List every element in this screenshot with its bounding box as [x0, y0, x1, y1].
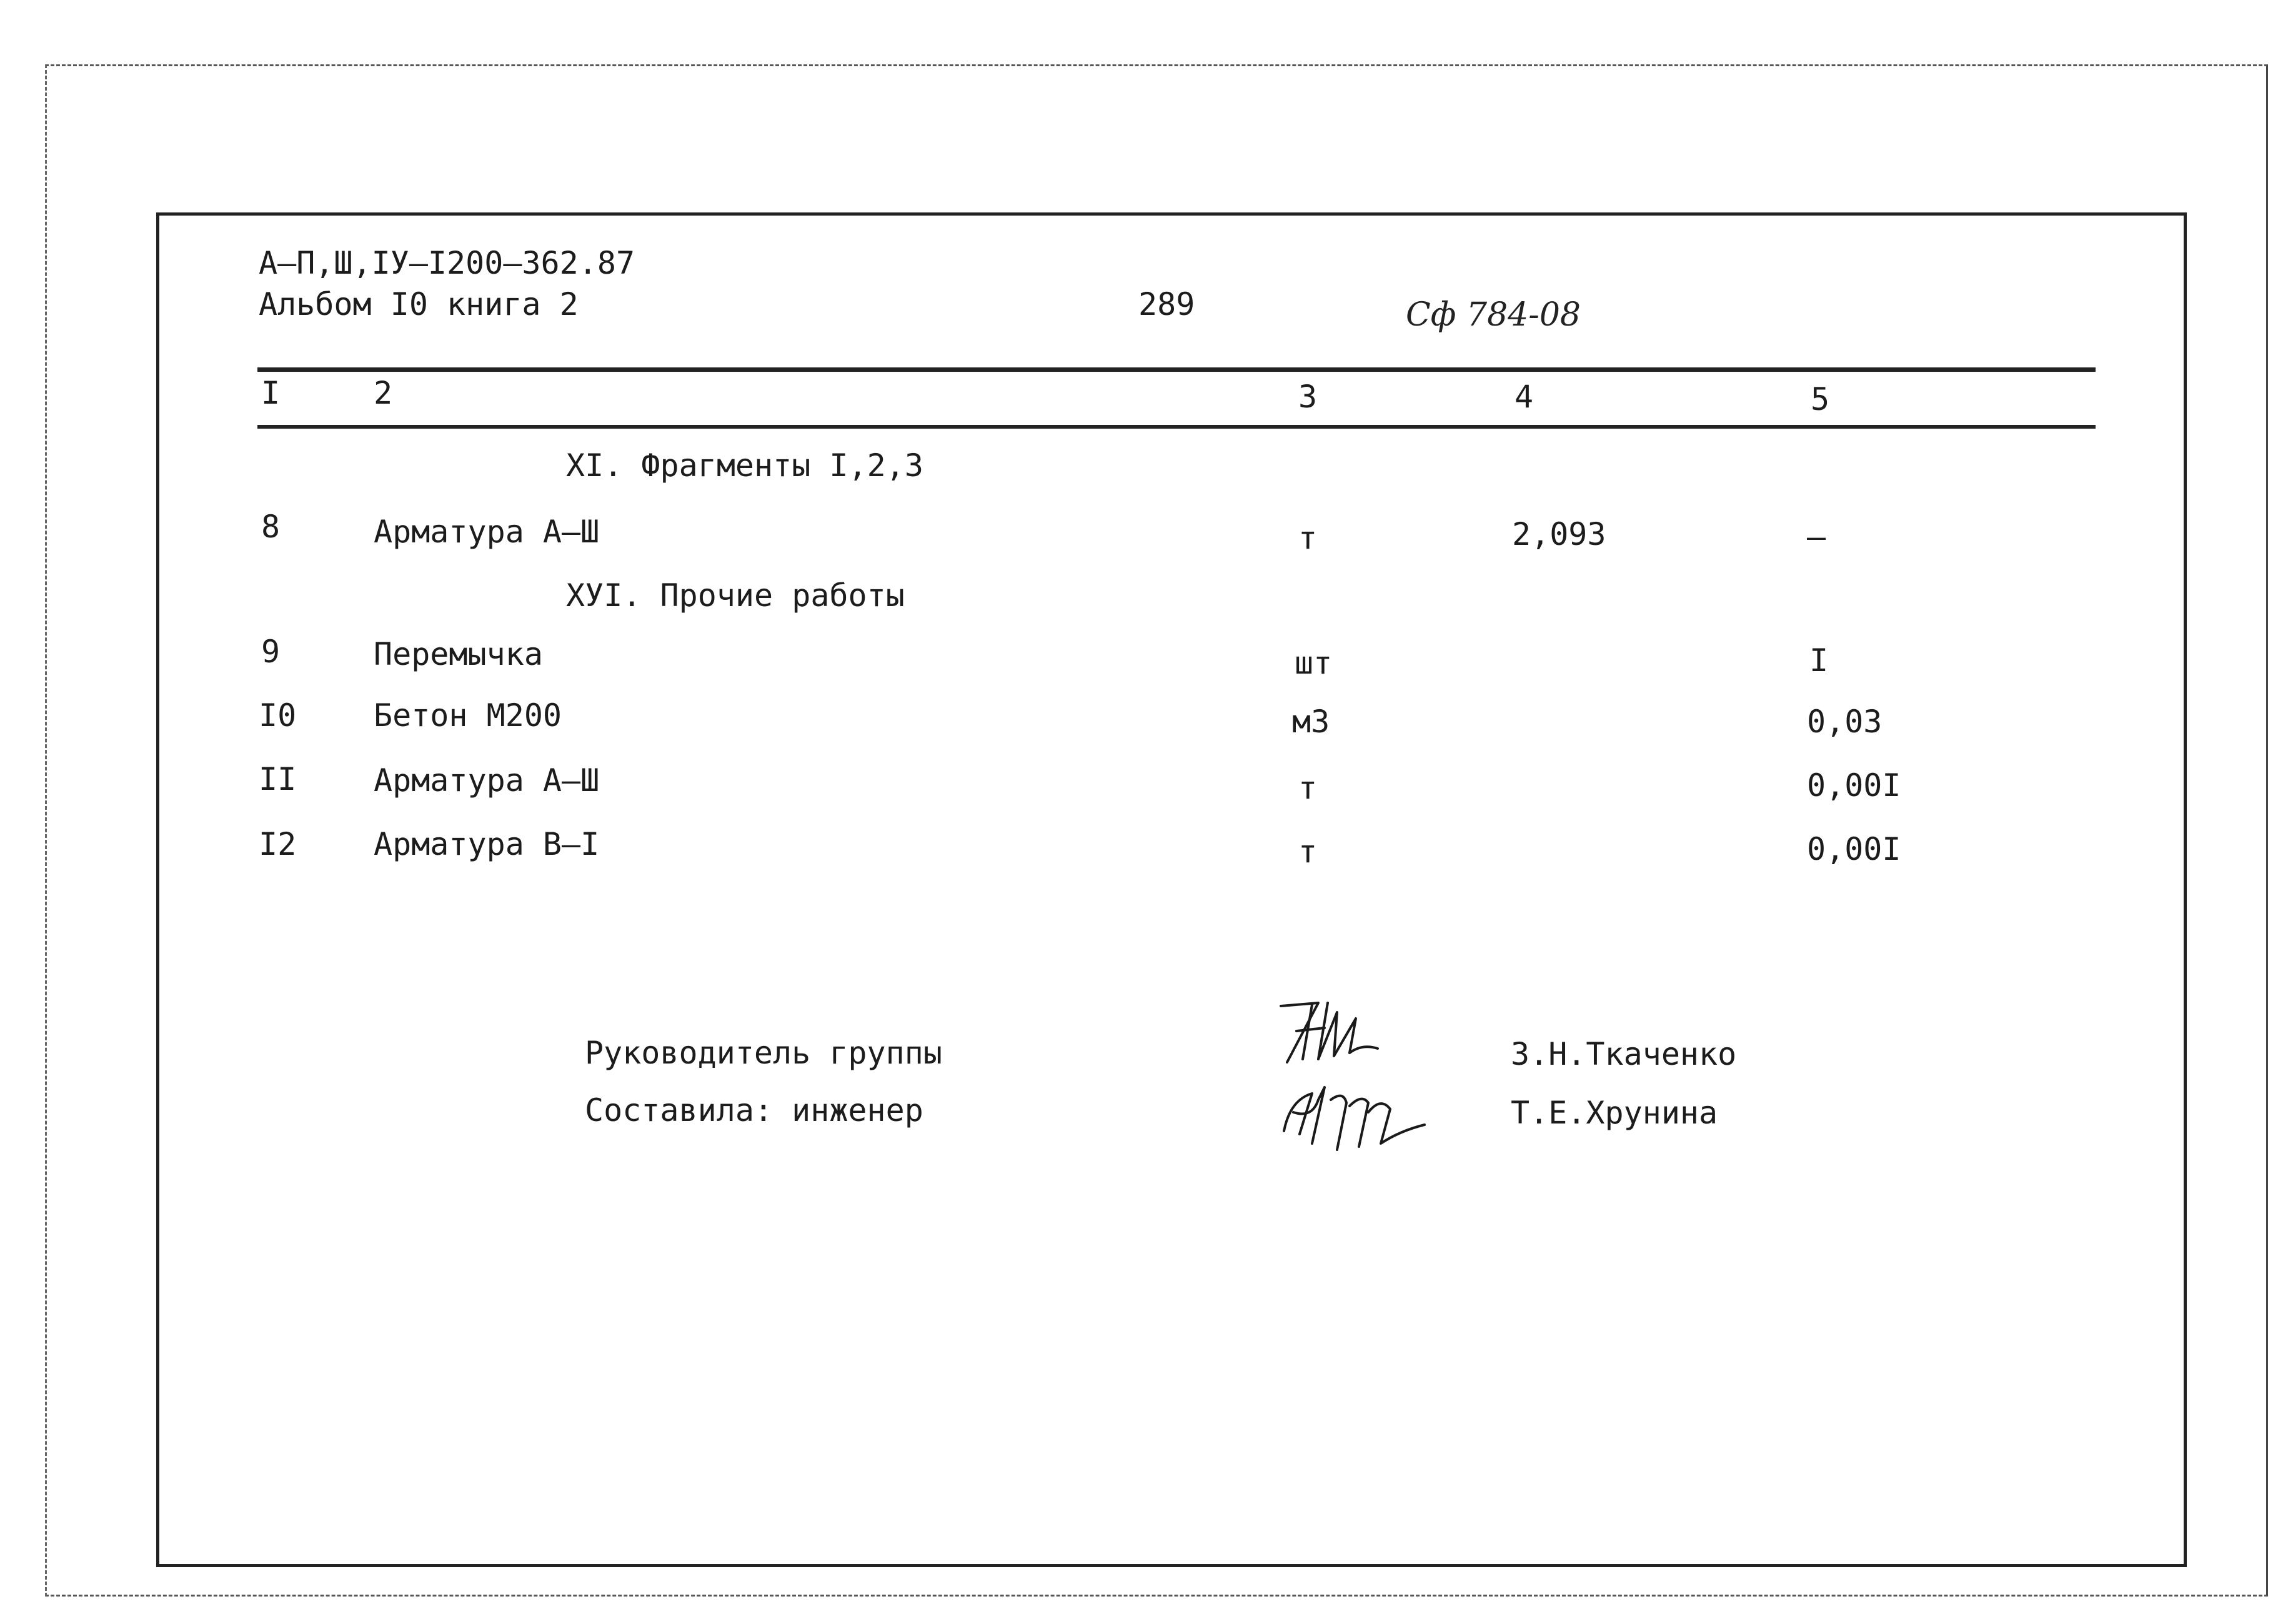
row-unit: м3 [1292, 704, 1330, 740]
row-col5: 0,00І [1807, 831, 1901, 867]
row-col4: 2,093 [1512, 516, 1606, 552]
row-unit: т [1298, 520, 1318, 556]
row-number: І0 [259, 697, 297, 734]
row-number: ІІ [259, 761, 297, 797]
signature-name-1: З.Н.Ткаченко [1511, 1036, 1737, 1072]
column-header-4: 4 [1515, 379, 1534, 415]
row-col5: 0,00І [1807, 767, 1901, 804]
table-top-rule [257, 367, 2096, 372]
row-name: Арматура В–І [374, 826, 600, 862]
row-number: 8 [261, 509, 281, 545]
row-name: Перемычка [374, 636, 543, 672]
column-header-2: 2 [374, 375, 393, 411]
inner-frame [156, 212, 2187, 1567]
album-label: Альбом І0 книга 2 [259, 286, 579, 322]
handwritten-signature-icon [1268, 994, 1393, 1075]
row-name: Арматура А–Ш [374, 762, 600, 799]
row-name: Арматура А–Ш [374, 514, 600, 550]
row-number: І2 [259, 826, 297, 862]
document-code: А–П,Ш,ІУ–І200–362.87 [259, 245, 635, 281]
header-bottom-rule [257, 425, 2096, 429]
column-header-1: I [261, 375, 281, 411]
section-title: XI. Фрагменты І,2,3 [566, 447, 923, 484]
row-col5: 0,03 [1807, 704, 1883, 740]
row-unit: шт [1295, 645, 1333, 681]
row-name: Бетон М200 [374, 697, 562, 734]
page-number: 289 [1138, 286, 1195, 322]
signature-role-2: Составила: инженер [585, 1092, 923, 1128]
row-number: 9 [261, 634, 281, 670]
row-unit: т [1298, 834, 1318, 870]
column-header-5: 5 [1811, 381, 1830, 417]
handwritten-stamp: Сф 784-08 [1406, 296, 1581, 334]
row-col5: – [1807, 519, 1826, 555]
row-unit: т [1298, 770, 1318, 806]
column-header-3: 3 [1298, 379, 1318, 415]
section-title: ХУІ. Прочие работы [566, 577, 905, 614]
row-col5: І [1809, 642, 1829, 679]
signature-name-2: Т.Е.Хрунина [1511, 1095, 1718, 1131]
handwritten-signature-icon [1275, 1075, 1437, 1156]
signature-role-1: Руководитель группы [585, 1035, 942, 1071]
